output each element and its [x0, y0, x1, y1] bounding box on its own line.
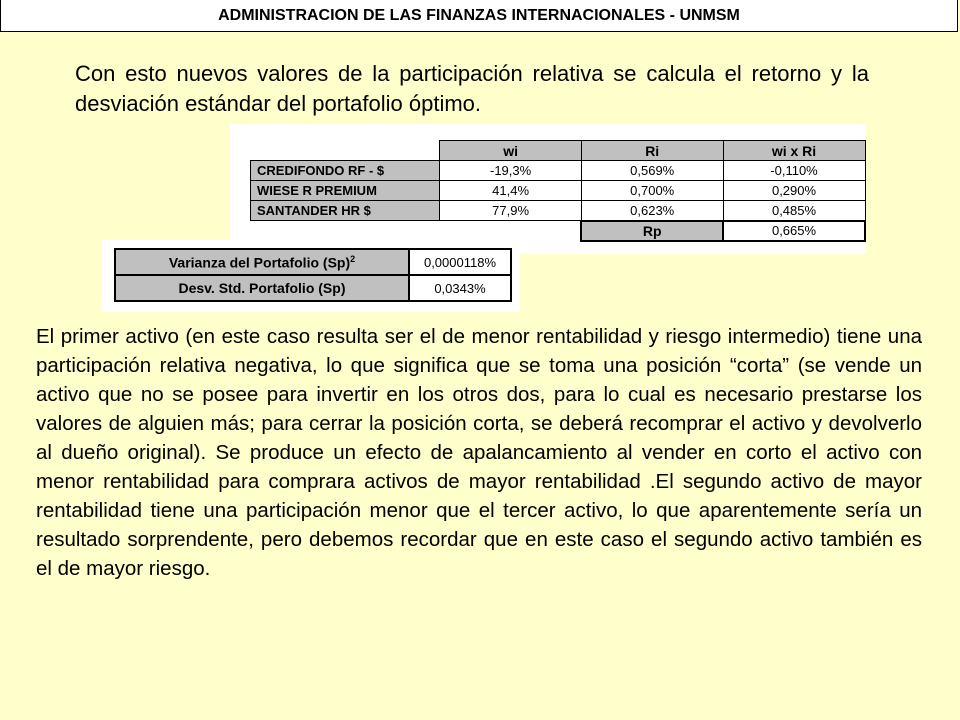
asset-wi: 77,9%: [440, 201, 581, 221]
portfolio-table: [250, 140, 866, 242]
asset-wixri: 0,290%: [723, 181, 865, 201]
asset-ri: 0,569%: [581, 161, 723, 181]
empty-cell: [440, 221, 581, 241]
empty-corner-cell: [251, 141, 440, 161]
intro-paragraph: Con esto nuevos valores de la participación relativa se calcula el retorno y la desviación estándar del portafolio óptimo.: [75, 61, 869, 116]
asset-name: SANTANDER HR $: [251, 201, 440, 221]
variance-row: [115, 249, 511, 275]
rp-value: 0,665%: [723, 221, 865, 241]
table-row: [251, 161, 866, 181]
asset-wixri: 0,485%: [723, 201, 865, 221]
asset-wi: -19,3%: [440, 161, 581, 181]
table-row: [251, 201, 866, 221]
table-header-row: [251, 141, 866, 161]
header-title: ADMINISTRACION DE LAS FINANZAS INTERNACIONALES - UNMSM: [218, 7, 740, 24]
header-wi: wi: [440, 141, 581, 161]
table-row: [251, 181, 866, 201]
variance-exponent: 2: [350, 253, 356, 264]
asset-wixri: -0,110%: [723, 161, 865, 181]
asset-wi: 41,4%: [440, 181, 581, 201]
std-row: [115, 275, 511, 301]
total-row: [251, 221, 866, 241]
header-ri: Ri: [581, 141, 723, 161]
asset-ri: 0,700%: [581, 181, 723, 201]
page-header: [0, 0, 958, 32]
asset-name: CREDIFONDO RF - $: [251, 161, 440, 181]
body-paragraph: El primer activo (en este caso resulta ser el de menor rentabilidad y riesgo intermedio) tiene una participación relativa negativa, lo que significa que se toma una posición “corta” (se vende un activo que no se posee para invertir en los otros dos, para lo cual es necesario prestarse los valores de alguien más; para cerrar la posición corta, se deberá recomprar el activo y devolverlo al dueño original). Se produce un efecto de apalancamiento al vender en corto el activo con menor rentabilidad para comprara activos de mayor rentabilidad .El segundo activo de mayor rentabilidad tiene una participación menor que el tercer activo, lo que aparentemente sería un resultado sorprendente, pero debemos recordar que en este caso el segundo activo también es el de mayor riesgo.: [36, 325, 922, 580]
stats-table: [114, 248, 512, 302]
asset-ri: 0,623%: [581, 201, 723, 221]
variance-label: Varianza del Portafolio $(Sp)^2$: [115, 249, 409, 275]
std-value: 0,0343%: [409, 275, 511, 301]
header-wixri: wi x Ri: [723, 141, 865, 161]
stats-table-image: [102, 240, 520, 312]
asset-name: WIESE R PREMIUM: [251, 181, 440, 201]
variance-value: 0,0000118%: [409, 249, 511, 275]
std-label: Desv. Std. Portafolio (Sp): [115, 275, 409, 301]
empty-cell: [251, 221, 440, 241]
portfolio-table-image: [230, 124, 866, 254]
rp-label: Rp: [581, 221, 723, 241]
